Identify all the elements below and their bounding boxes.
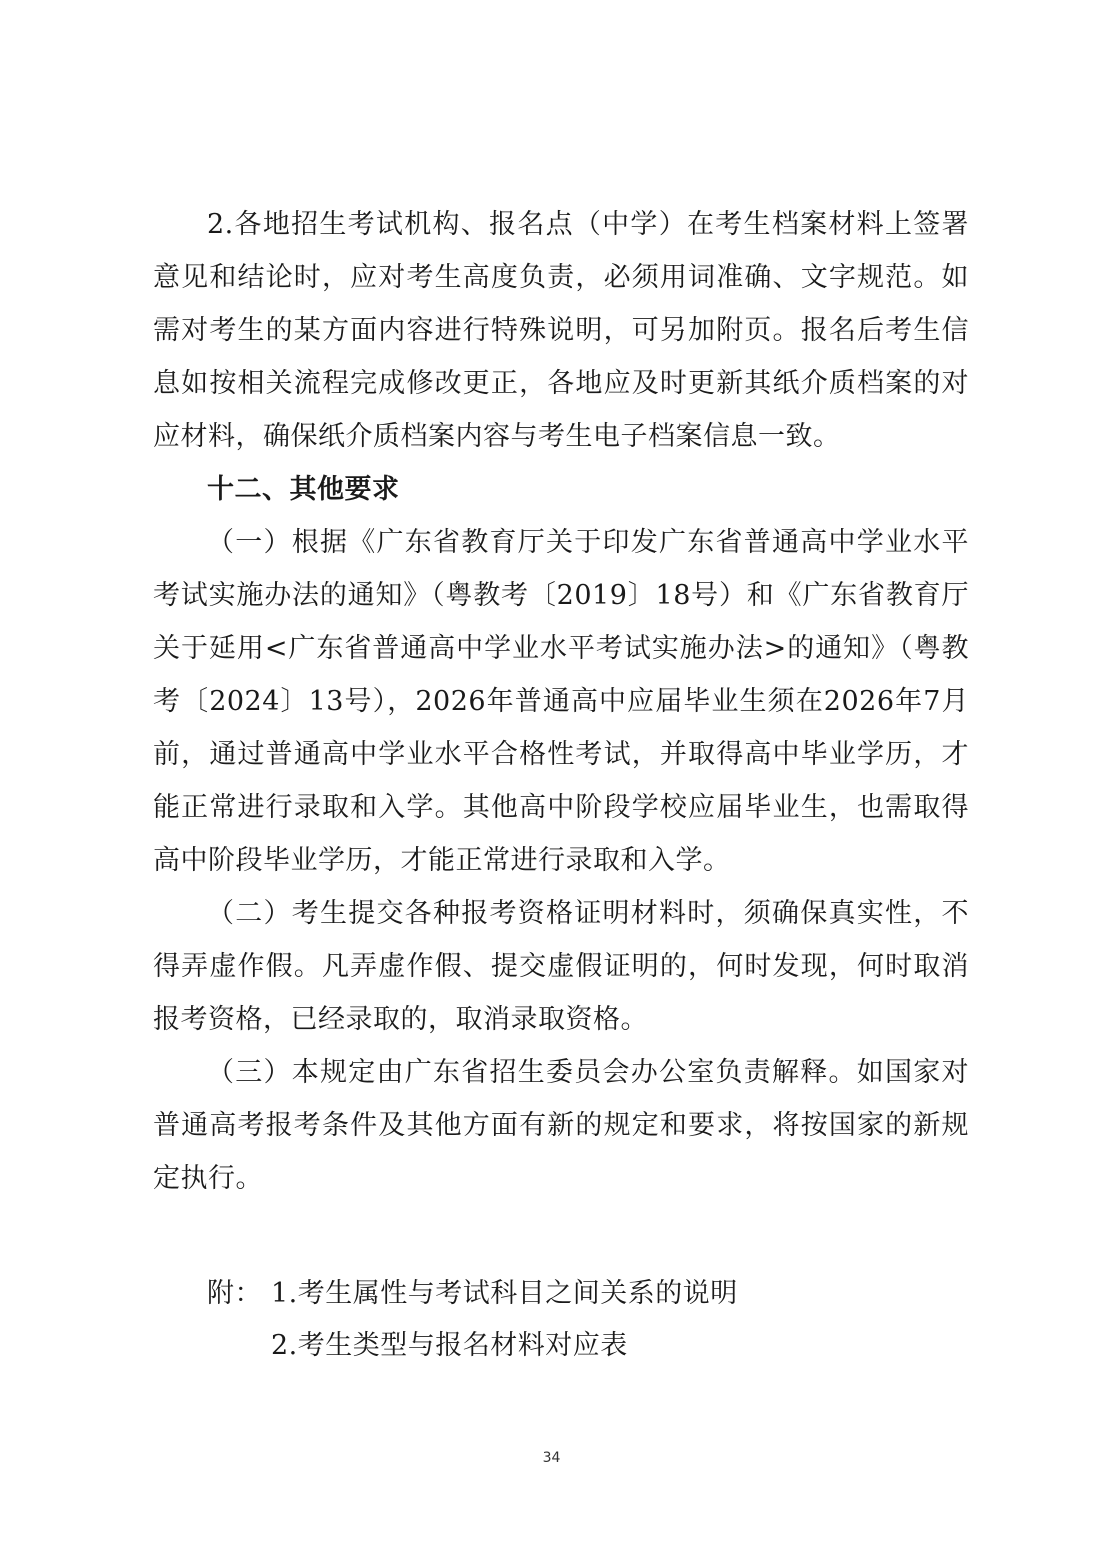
body-text [153,198,969,1205]
paragraph-archive-materials: 2.各地招生考试机构、报名点（中学）在考生档案材料上签署意见和结论时，应对考生高度负责，必须用词准确、文字规范。如需对考生的某方面内容进行特殊说明，可另加附页。报名后考生信息如按相关流程完成修改更正，各地应及时更新其纸介质档案的对应材料，确保纸介质档案内容与考生电子档案信息一致。 [153,209,969,452]
paragraph-requirement-3: （三）本规定由广东省招生委员会办公室负责解释。如国家对普通高考报考条件及其他方面有新的规定和要求，将按国家的新规定执行。 [153,1057,969,1194]
appendix-list [207,1268,967,1372]
appendix-row-1 [207,1268,967,1320]
appendix-item: 2.考生类型与报名材料对应表 [271,1330,628,1361]
appendix-row-2 [207,1320,967,1372]
page-number: 34 [542,1450,561,1466]
paragraph-requirement-1: （一）根据《广东省教育厅关于印发广东省普通高中学业水平考试实施办法的通知》（粤教考〔2019〕18号）和《广东省教育厅关于延用<广东省普通高中学业水平考试实施办法>的通知》（粤教考〔2024〕13号），2026年普通高中应届毕业生须在2026年7月前，通过普通高中学业水平合格性考试，并取得高中毕业学历，才能正常进行录取和入学。其他高中阶段学校应届毕业生，也需取得高中阶段毕业学历，才能正常进行录取和入学。 [153,527,969,876]
paragraph-requirement-2: （二）考生提交各种报考资格证明材料时，须确保真实性，不得弄虚作假。凡弄虚作假、提交虚假证明的，何时发现，何时取消报考资格，已经录取的，取消录取资格。 [153,898,969,1035]
appendix-item: 1.考生属性与考试科目之间关系的说明 [271,1278,738,1309]
appendix-prefix: 附： [207,1278,262,1309]
section-heading-other-requirements: 十二、其他要求 [207,474,400,505]
